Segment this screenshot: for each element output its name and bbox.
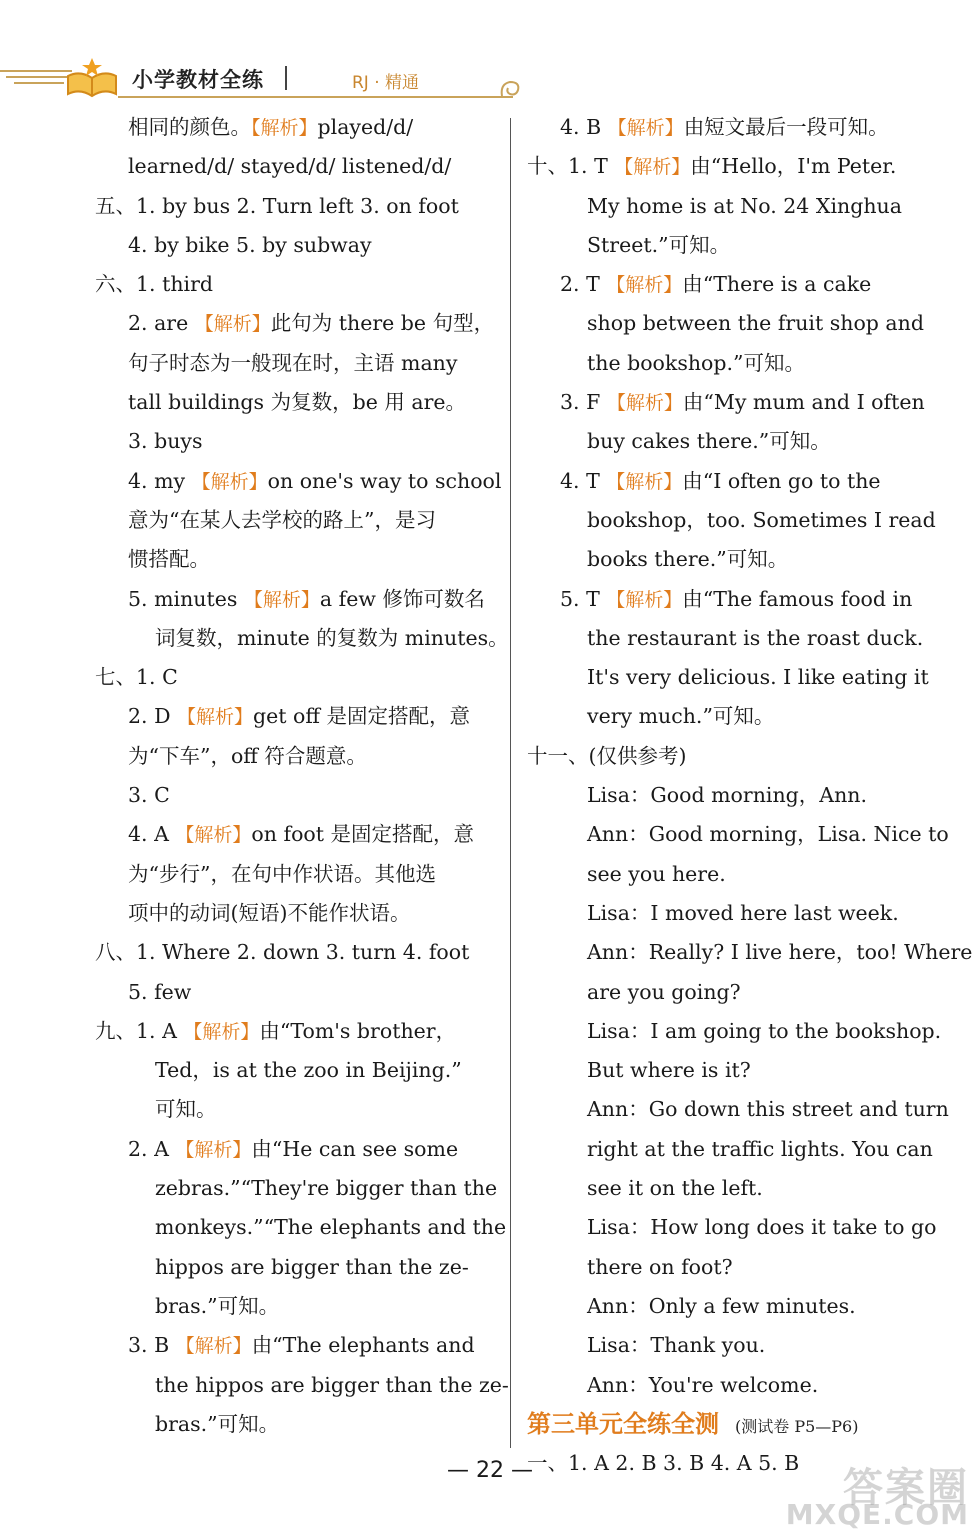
answer-line [95, 226, 495, 265]
analysis-tag: 【解析】 [175, 1335, 252, 1358]
answer-line [95, 1326, 495, 1365]
answer-text: 由“The elephants and [251, 1333, 475, 1358]
answer-line [527, 226, 927, 265]
answer-text: see you here. [587, 861, 726, 886]
answer-line [527, 422, 927, 461]
header-underline [118, 96, 513, 98]
answer-line [527, 658, 927, 697]
answer-text: My home is at No. 24 Xinghua [587, 193, 902, 218]
answer-line [527, 1248, 927, 1287]
answer-text: buy cakes there.”可知。 [587, 429, 831, 454]
answer-line [527, 1326, 927, 1365]
answer-line [527, 304, 927, 343]
answer-text: 3. C [128, 783, 170, 808]
answer-text: Ann：Really? I live here，too! Where [587, 940, 973, 965]
answer-text: 相同的颜色。 [128, 115, 251, 139]
watermark-logo-text: 答案圈 [843, 1465, 969, 1511]
answer-line [95, 265, 495, 304]
answer-line [527, 344, 927, 383]
answer-text: Street.”可知。 [587, 232, 731, 257]
answer-text: are you going? [587, 979, 741, 1004]
page-number: — 22 — [447, 1458, 533, 1483]
answer-line [95, 1090, 495, 1129]
answer-text: played/d/ [317, 115, 414, 139]
edition-badge: RJ · 精通 [352, 73, 420, 93]
answer-text: bookshop，too. Sometimes I read [587, 507, 936, 532]
answer-line [95, 422, 495, 461]
answer-text: But where is it? [587, 1058, 751, 1083]
answer-text: there on foot? [587, 1254, 733, 1279]
answer-line [95, 108, 495, 147]
answer-text: on foot 是固定搭配，意 [251, 822, 475, 847]
watermark-url: MXQE.COM [785, 1498, 969, 1531]
analysis-tag: 【解析】 [251, 117, 318, 139]
watermark [785, 1456, 975, 1532]
analysis-tag: 【解析】 [177, 706, 254, 729]
answer-text: 六、1. third [95, 272, 213, 297]
answer-line [527, 1287, 927, 1326]
analysis-tag: 【解析】 [175, 824, 252, 847]
answer-line [95, 697, 495, 736]
answer-text: 5. T [560, 586, 607, 611]
answer-text: on one's way to school [267, 468, 502, 493]
answer-text: 十一、(仅供参考) [527, 743, 687, 768]
answer-text: shop between the fruit shop and [587, 311, 924, 336]
answer-text: 5. minutes [128, 586, 244, 611]
answer-text: 由“I often go to the [682, 468, 881, 493]
answer-line [527, 973, 927, 1012]
answer-line [95, 1287, 495, 1326]
answer-text: 五、1. by bus 2. Turn left 3. on foot [95, 193, 459, 218]
answer-text: Ann：Only a few minutes. [587, 1293, 856, 1318]
answer-text: 此句为 there be 句型， [270, 311, 495, 336]
answer-text: It's very delicious. I like eating it [587, 665, 929, 690]
answer-text: 2. A [128, 1136, 176, 1161]
answer-text: 为“下车”，off 符合题意。 [128, 743, 367, 768]
answer-text: 4. by bike 5. by subway [128, 232, 372, 257]
section-reference: (测试卷 P5—P6) [735, 1416, 859, 1436]
answer-line [527, 265, 927, 304]
answer-line [527, 383, 927, 422]
answer-line [527, 697, 927, 736]
answer-text: 4. my [128, 468, 192, 493]
answer-line [527, 1130, 933, 1169]
answer-line [527, 776, 927, 815]
answer-text: zebras.”“They're bigger than the [155, 1176, 498, 1201]
answer-text: learned/d/ stayed/d/ listened/d/ [128, 154, 452, 179]
answer-line [95, 540, 495, 579]
answer-line [95, 973, 495, 1012]
book-series-title: 小学教材全练 [132, 68, 264, 92]
answer-line [527, 1405, 927, 1444]
answer-line [527, 147, 927, 186]
answer-text: 2. are [128, 311, 195, 336]
answer-text: 3. F [560, 390, 607, 415]
answer-text: 词复数，minute 的复数为 minutes。 [155, 625, 509, 650]
answer-text: 5. few [128, 979, 192, 1004]
answer-line [95, 776, 495, 815]
answer-line [527, 540, 927, 579]
answer-text: very much.”可知。 [587, 704, 775, 729]
answer-text: Ted，is at the zoo in Beijing.” [155, 1058, 462, 1083]
answer-line [95, 815, 495, 854]
answer-text: 4. T [560, 468, 607, 493]
answer-text: bras.”可知。 [155, 1293, 280, 1318]
answer-text: bras.”可知。 [155, 1411, 280, 1436]
analysis-tag: 【解析】 [175, 1138, 252, 1161]
analysis-tag: 【解析】 [607, 117, 684, 139]
answer-line [95, 894, 495, 933]
answer-line [95, 619, 509, 658]
answer-line [95, 1012, 495, 1051]
answer-text: 由“Tom's brother， [259, 1018, 457, 1043]
answer-line [95, 1248, 495, 1287]
answer-text: 由“He can see some [251, 1136, 459, 1161]
answer-line [527, 462, 927, 501]
answer-text: 九、1. A [95, 1018, 184, 1043]
answer-line [527, 815, 949, 854]
column-divider [510, 118, 511, 1448]
answer-line [95, 933, 495, 972]
answer-line [95, 737, 495, 776]
answer-text: monkeys.”“The elephants and the [155, 1215, 507, 1240]
answer-line [95, 1366, 509, 1405]
section-title: 第三单元全练全测 [527, 1409, 719, 1438]
answer-line [527, 1051, 927, 1090]
answer-line [95, 344, 495, 383]
answer-line [527, 108, 927, 147]
answer-line [95, 383, 495, 422]
answer-text: 七、1. C [95, 665, 178, 690]
analysis-tag: 【解析】 [614, 156, 691, 179]
answer-line [95, 1169, 498, 1208]
answer-line [95, 187, 495, 226]
answer-text: Lisa：Good morning，Ann. [587, 783, 868, 808]
answer-line [527, 1169, 927, 1208]
answer-text: 句子时态为一般现在时，主语 many [128, 350, 458, 375]
answer-line [527, 894, 927, 933]
answer-text: 项中的动词(短语)不能作状语。 [128, 900, 411, 925]
answer-text: Lisa：I am going to the bookshop. [587, 1018, 942, 1043]
answer-text: 可知。 [155, 1097, 217, 1122]
header-separator [285, 66, 287, 90]
answer-text: 由“My mum and I often [682, 390, 925, 415]
analysis-tag: 【解析】 [191, 470, 268, 493]
answer-line [95, 501, 495, 540]
answer-text: hippos are bigger than the ze- [155, 1254, 469, 1279]
page-header [0, 52, 525, 102]
analysis-tag: 【解析】 [606, 392, 683, 415]
answer-text: 由“There is a cake [682, 272, 872, 297]
answer-text: 一、1. A 2. B 3. B 4. A 5. B [527, 1451, 800, 1476]
answer-line [527, 1366, 927, 1405]
answer-line [95, 1051, 495, 1090]
answer-line [95, 658, 495, 697]
answer-text: 3. buys [128, 429, 203, 454]
answer-text: 由短文最后一段可知。 [683, 115, 889, 139]
answer-text: a few 修饰可数名 [319, 586, 485, 611]
answer-line [95, 462, 502, 501]
answer-text: 4. B [560, 115, 608, 139]
analysis-tag: 【解析】 [606, 274, 683, 297]
answer-line [95, 855, 495, 894]
answer-line [95, 147, 495, 186]
answer-line [95, 304, 495, 343]
answer-text: right at the traffic lights. You can [587, 1136, 933, 1161]
answer-text: Lisa：I moved here last week. [587, 900, 899, 925]
answer-text: 惯搭配。 [128, 547, 210, 572]
open-book-star-icon [62, 56, 122, 98]
answer-line [527, 933, 973, 972]
answer-text: 由“The famous food in [682, 586, 913, 611]
answer-text: 十、1. T [527, 154, 615, 179]
answer-line [95, 1405, 495, 1444]
answer-text: 八、1. Where 2. down 3. turn 4. foot [95, 940, 470, 965]
answer-text: 为“步行”，在句中作状语。其他选 [128, 861, 436, 886]
answer-text: 意为“在某人去学校的路上”，是习 [128, 507, 436, 532]
answer-line [527, 619, 927, 658]
answer-text: the hippos are bigger than the ze- [155, 1372, 509, 1397]
answer-line [527, 1208, 937, 1247]
answer-text: 3. B [128, 1333, 176, 1358]
answer-text: see it on the left. [587, 1176, 763, 1201]
answer-text: books there.”可知。 [587, 547, 789, 572]
answer-line [527, 855, 927, 894]
answer-line [527, 187, 927, 226]
answer-line [527, 1012, 942, 1051]
answer-line [95, 1208, 507, 1247]
analysis-tag: 【解析】 [183, 1020, 260, 1043]
answer-line [95, 580, 495, 619]
answer-text: Lisa：How long does it take to go [587, 1215, 937, 1240]
analysis-tag: 【解析】 [243, 588, 320, 611]
answer-text: the restaurant is the roast duck. [587, 625, 924, 650]
answer-line [527, 1090, 949, 1129]
answer-text: get off 是固定搭配，意 [253, 704, 470, 729]
answer-text: the bookshop.”可知。 [587, 350, 806, 375]
answer-text: Lisa：Thank you. [587, 1333, 766, 1358]
answer-line [95, 1130, 495, 1169]
answer-text: 由“Hello，I'm Peter. [690, 154, 897, 179]
answer-text: tall buildings 为复数，be 用 are。 [128, 390, 467, 415]
answer-line [527, 737, 927, 776]
answer-text: Ann：Good morning，Lisa. Nice to [587, 822, 949, 847]
answer-text: 2. D [128, 704, 178, 729]
answer-line [527, 580, 927, 619]
answer-text: Ann：You're welcome. [587, 1372, 819, 1397]
analysis-tag: 【解析】 [606, 470, 683, 493]
left-column [95, 108, 509, 1444]
analysis-tag: 【解析】 [194, 313, 271, 336]
answer-line [527, 501, 936, 540]
analysis-tag: 【解析】 [606, 588, 683, 611]
answer-text: 2. T [560, 272, 607, 297]
right-column [527, 108, 973, 1483]
answer-text: 4. A [128, 822, 176, 847]
answer-text: Ann：Go down this street and turn [587, 1097, 949, 1122]
swirl-ornament-icon [498, 78, 522, 100]
